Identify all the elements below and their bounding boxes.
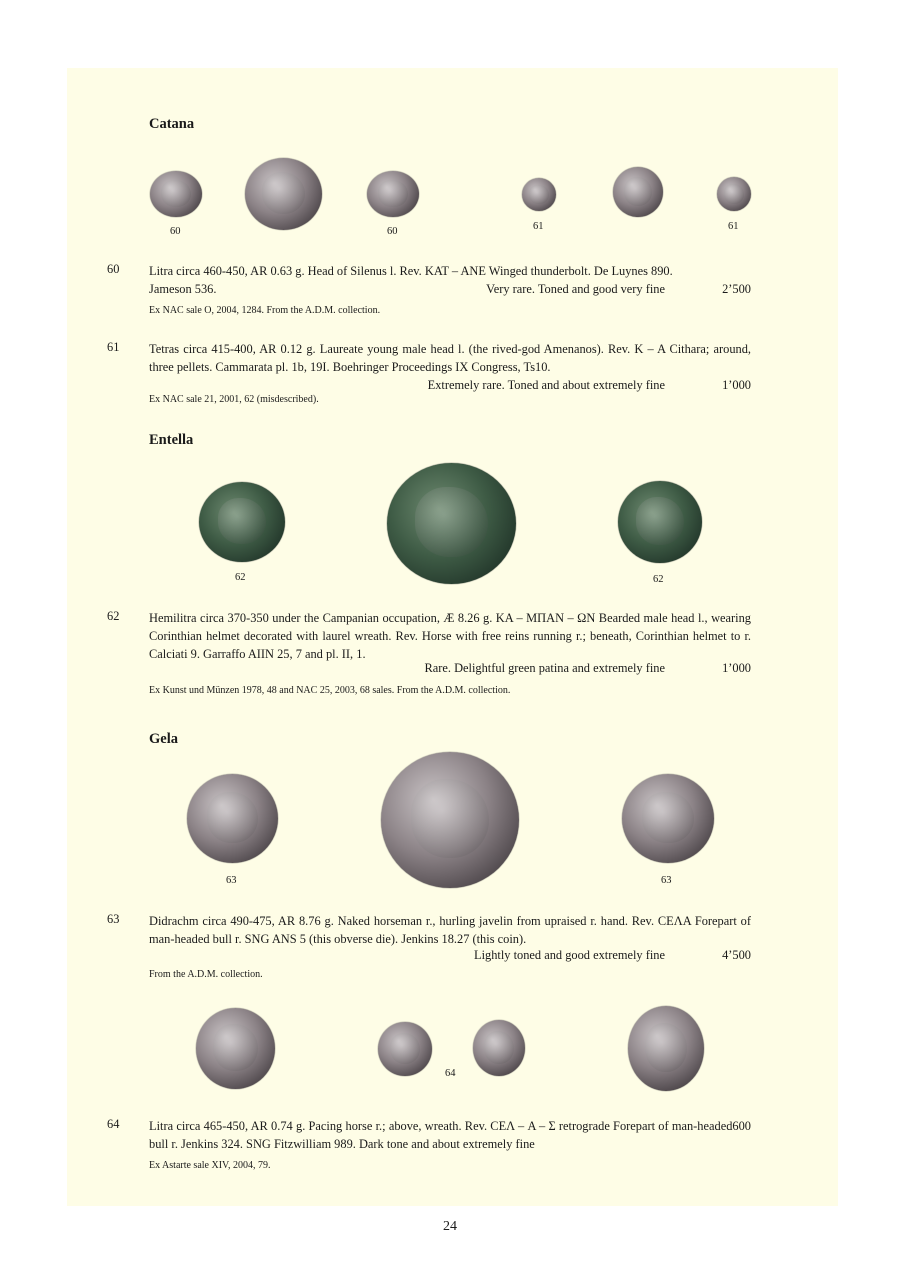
lot-grade: Very rare. Toned and good very fine [486, 282, 665, 296]
lot-provenance: Ex Kunst und Münzen 1978, 48 and NAC 25, 2003, 68 sales. From the A.D.M. collection. [149, 685, 511, 696]
lot-price: 4’500 [722, 948, 751, 962]
coin-62-obverse-enlarged [387, 463, 516, 584]
coin-63-obverse [187, 774, 278, 863]
lot-price: 1’000 [722, 661, 751, 675]
lot-description-line: Jameson 536. [149, 282, 217, 296]
lot-description [149, 1117, 751, 1153]
coin-64-reverse-enlarged [628, 1006, 704, 1091]
coin-62-obverse [199, 482, 285, 562]
coin-63-reverse-enlarged [381, 752, 519, 888]
lot-price: 600 [732, 1119, 751, 1133]
coin-label: 62 [235, 572, 246, 583]
coin-label: 61 [533, 221, 544, 232]
coin-61-reverse [717, 177, 751, 211]
section-heading-gela: Gela [149, 731, 178, 747]
lot-description: Didrachm circa 490-475, AR 8.76 g. Naked horseman r., hurling javelin from upraised r. hand. Rev. CEΛA Forepart of man-headed bull r. SNG ANS 5 (this obverse die). Jenkins 18.27 (this coin). [149, 914, 751, 946]
coin-64-obverse [378, 1022, 432, 1076]
lot-description: Tetras circa 415-400, AR 0.12 g. Laureate young male head l. (the rived-god Amenanos). Rev. K – A Cithara; around, three pellets. Cammarata pl. 1b, 19I. Boehringer Proceedings IX Congress, Ts10. [149, 342, 751, 374]
lot-provenance: Ex NAC sale O, 2004, 1284. From the A.D.M. collection. [149, 305, 381, 316]
lot-number: 64 [107, 1117, 120, 1131]
section-heading-catana: Catana [149, 116, 195, 132]
coin-label: 63 [226, 875, 237, 886]
lot-number: 62 [107, 609, 120, 623]
coin-label: 61 [728, 221, 739, 232]
lot-provenance: From the A.D.M. collection. [149, 969, 263, 980]
coin-label: 62 [653, 574, 664, 585]
lot-number: 63 [107, 912, 120, 926]
lot-grade: Rare. Delightful green patina and extremely fine [424, 661, 665, 675]
section-heading-entella: Entella [149, 432, 194, 448]
coin-64-reverse [473, 1020, 525, 1076]
coin-label: 60 [170, 226, 181, 237]
coin-61-obverse [522, 178, 556, 211]
coin-60-reverse [367, 171, 419, 217]
coin-63-reverse [622, 774, 714, 863]
lot-provenance: Ex Astarte sale XIV, 2004, 79. [149, 1160, 271, 1171]
coin-60-obverse-enlarged [245, 158, 322, 230]
coin-61-obverse-enlarged [613, 167, 663, 217]
lot-provenance: Ex NAC sale 21, 2001, 62 (misdescribed). [149, 394, 319, 405]
coin-label: 63 [661, 875, 672, 886]
lot-grade: Lightly toned and good extremely fine [474, 948, 665, 962]
lot-price: 1’000 [722, 378, 751, 392]
coin-64-obverse-enlarged [196, 1008, 275, 1089]
lot-number: 61 [107, 340, 120, 354]
lot-description-line: Litra circa 460-450, AR 0.63 g. Head of Silenus l. Rev. KAT – ANE Winged thunderbolt. De Luynes 890. [149, 264, 673, 278]
lot-price: 2’500 [722, 282, 751, 296]
coin-62-reverse [618, 481, 702, 563]
coin-60-obverse [150, 171, 202, 217]
page-number: 24 [443, 1219, 457, 1234]
lot-description-text: Litra circa 465-450, AR 0.74 g. Pacing horse r.; above, wreath. Rev. CEΛ – A – Σ retrograde Forepart of man-headed bull r. Jenkins 324. SNG Fitzwilliam 989. Dark tone and about extremely fine [149, 1119, 733, 1151]
lot-description: Hemilitra circa 370-350 under the Campanian occupation, Æ 8.26 g. KA – ΜΠΑΝ – ΩΝ Bearded male head l., wearing Corinthian helmet decorated with laurel wreath. Rev. Horse with free reins running r.; beneath, Corinthian helmet to r. Calciati 9. Garraffo AIIN 25, 7 and pl. II, 1. [149, 611, 751, 661]
coin-label: 64 [445, 1068, 456, 1079]
lot-grade: Extremely rare. Toned and about extremely fine [427, 378, 665, 392]
coin-label: 60 [387, 226, 398, 237]
lot-number: 60 [107, 262, 120, 276]
